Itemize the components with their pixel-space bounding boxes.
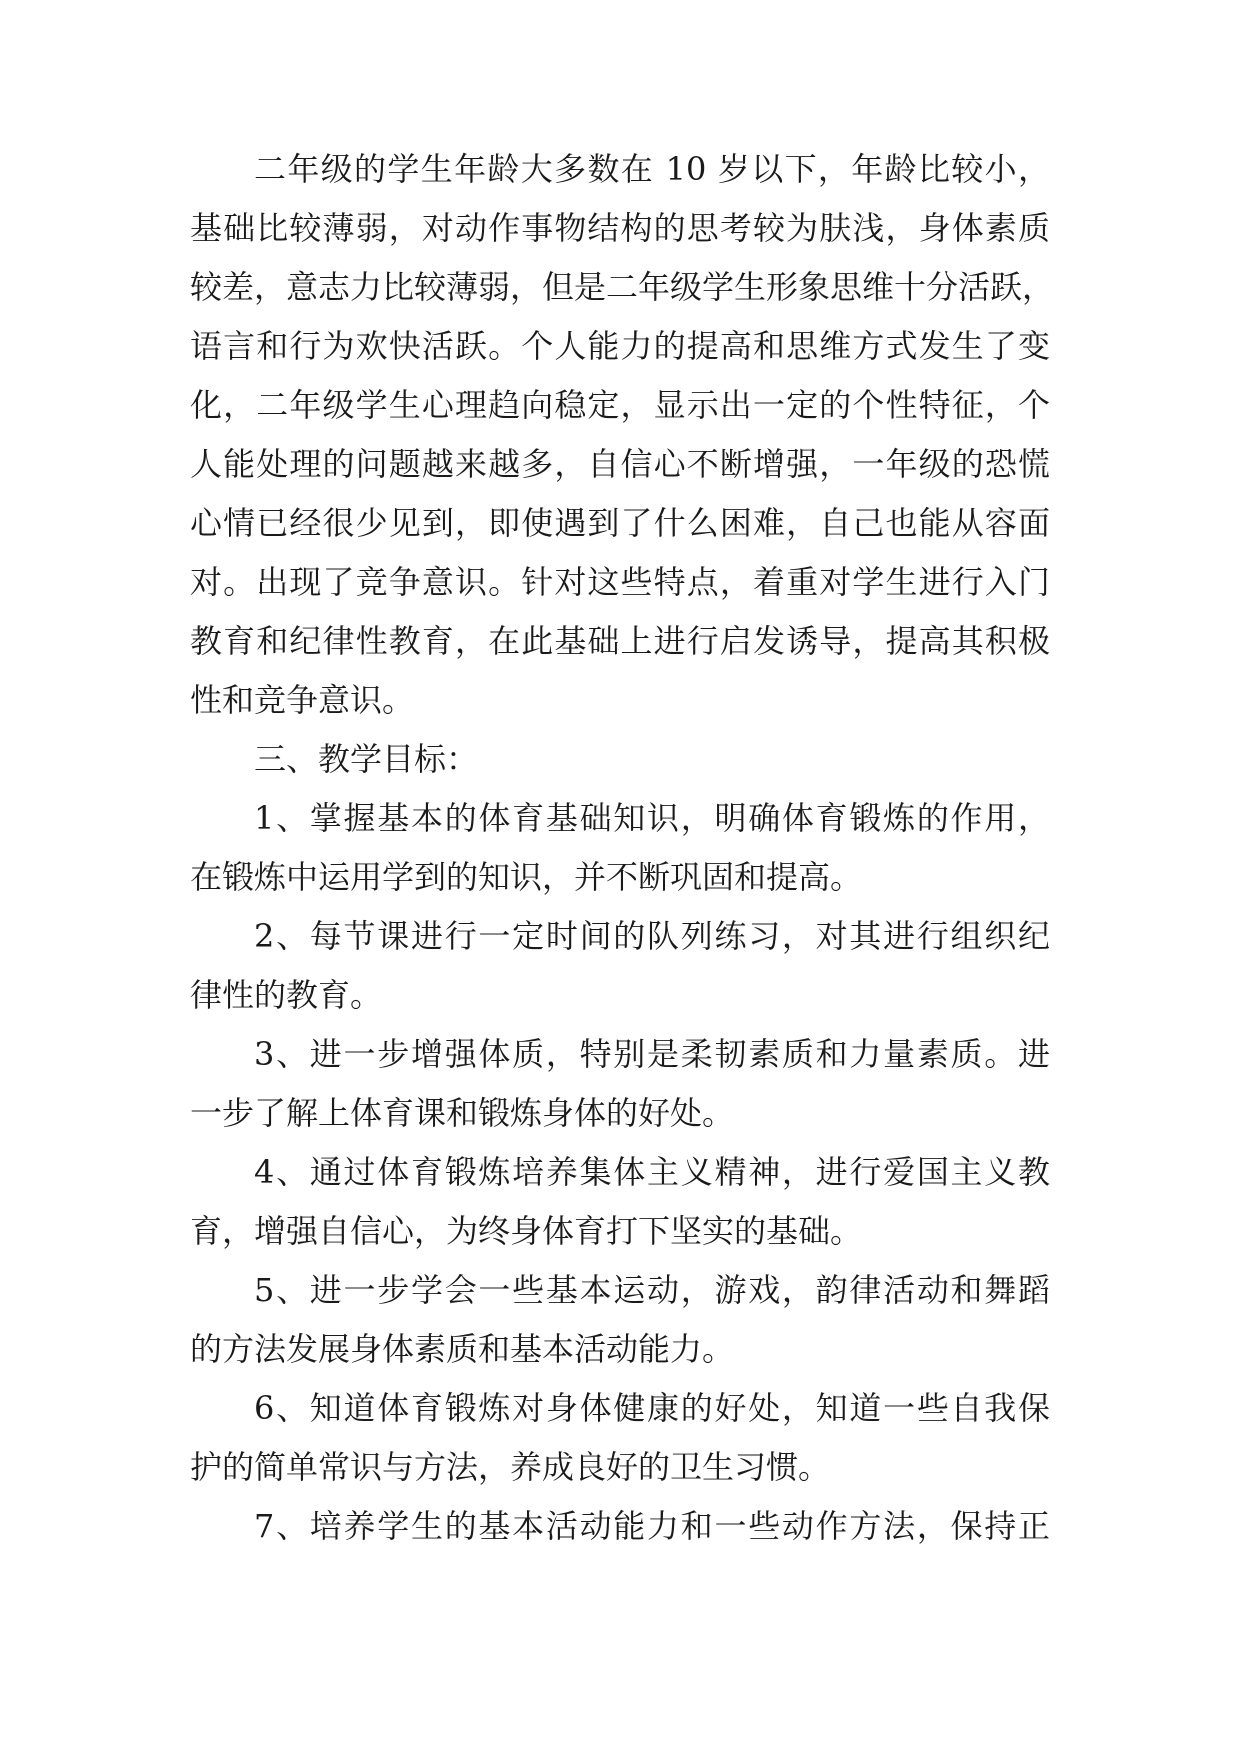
goal-item-line: 护的简单常识与方法，养成良好的卫生习惯。 xyxy=(190,1448,831,1486)
goal-item-line: 6、知道体育锻炼对身体健康的好处，知道一些自我保 xyxy=(254,1389,1050,1427)
goal-item-line: 7、培养学生的基本活动能力和一些动作方法，保持正 xyxy=(254,1507,1050,1545)
goal-item-line: 4、通过体育锻炼培养集体主义精神，进行爱国主义教 xyxy=(254,1153,1050,1191)
goal-item-line: 2、每节课进行一定时间的队列练习，对其进行组织纪 xyxy=(254,917,1050,955)
section-heading: 三、教学目标： xyxy=(254,740,479,778)
paragraph-line: 对。出现了竞争意识。针对这些特点，着重对学生进行入门 xyxy=(190,563,1050,601)
goal-item-line: 在锻炼中运用学到的知识，并不断巩固和提高。 xyxy=(190,858,863,896)
goal-item-line: 育，增强自信心，为终身体育打下坚实的基础。 xyxy=(190,1212,863,1250)
goal-item-line: 一步了解上体育课和锻炼身体的好处。 xyxy=(190,1094,735,1132)
paragraph-line: 基础比较薄弱，对动作事物结构的思考较为肤浅，身体素质 xyxy=(190,209,1050,247)
paragraph-line: 人能处理的问题越来越多，自信心不断增强，一年级的恐慌 xyxy=(190,445,1050,483)
goal-item-line: 1、掌握基本的体育基础知识，明确体育锻炼的作用， xyxy=(254,799,1050,837)
paragraph-line: 性和竞争意识。 xyxy=(190,681,415,719)
paragraph-line: 较差，意志力比较薄弱，但是二年级学生形象思维十分活跃， xyxy=(190,268,1055,306)
paragraph-line: 语言和行为欢快活跃。个人能力的提高和思维方式发生了变 xyxy=(190,327,1050,365)
goal-item-line: 5、进一步学会一些基本运动，游戏，韵律活动和舞蹈 xyxy=(254,1271,1050,1309)
goal-item-line: 3、进一步增强体质，特别是柔韧素质和力量素质。进 xyxy=(254,1035,1050,1073)
goal-item-line: 的方法发展身体素质和基本活动能力。 xyxy=(190,1330,735,1368)
paragraph-line: 心情已经很少见到，即使遇到了什么困难，自己也能从容面 xyxy=(190,504,1050,542)
paragraph-line: 化，二年级学生心理趋向稳定，显示出一定的个性特征，个 xyxy=(190,386,1050,424)
paragraph-line: 教育和纪律性教育，在此基础上进行启发诱导，提高其积极 xyxy=(190,622,1050,660)
paragraph-line: 二年级的学生年龄大多数在 10 岁以下，年龄比较小， xyxy=(254,150,1050,188)
goal-item-line: 律性的教育。 xyxy=(190,976,383,1014)
